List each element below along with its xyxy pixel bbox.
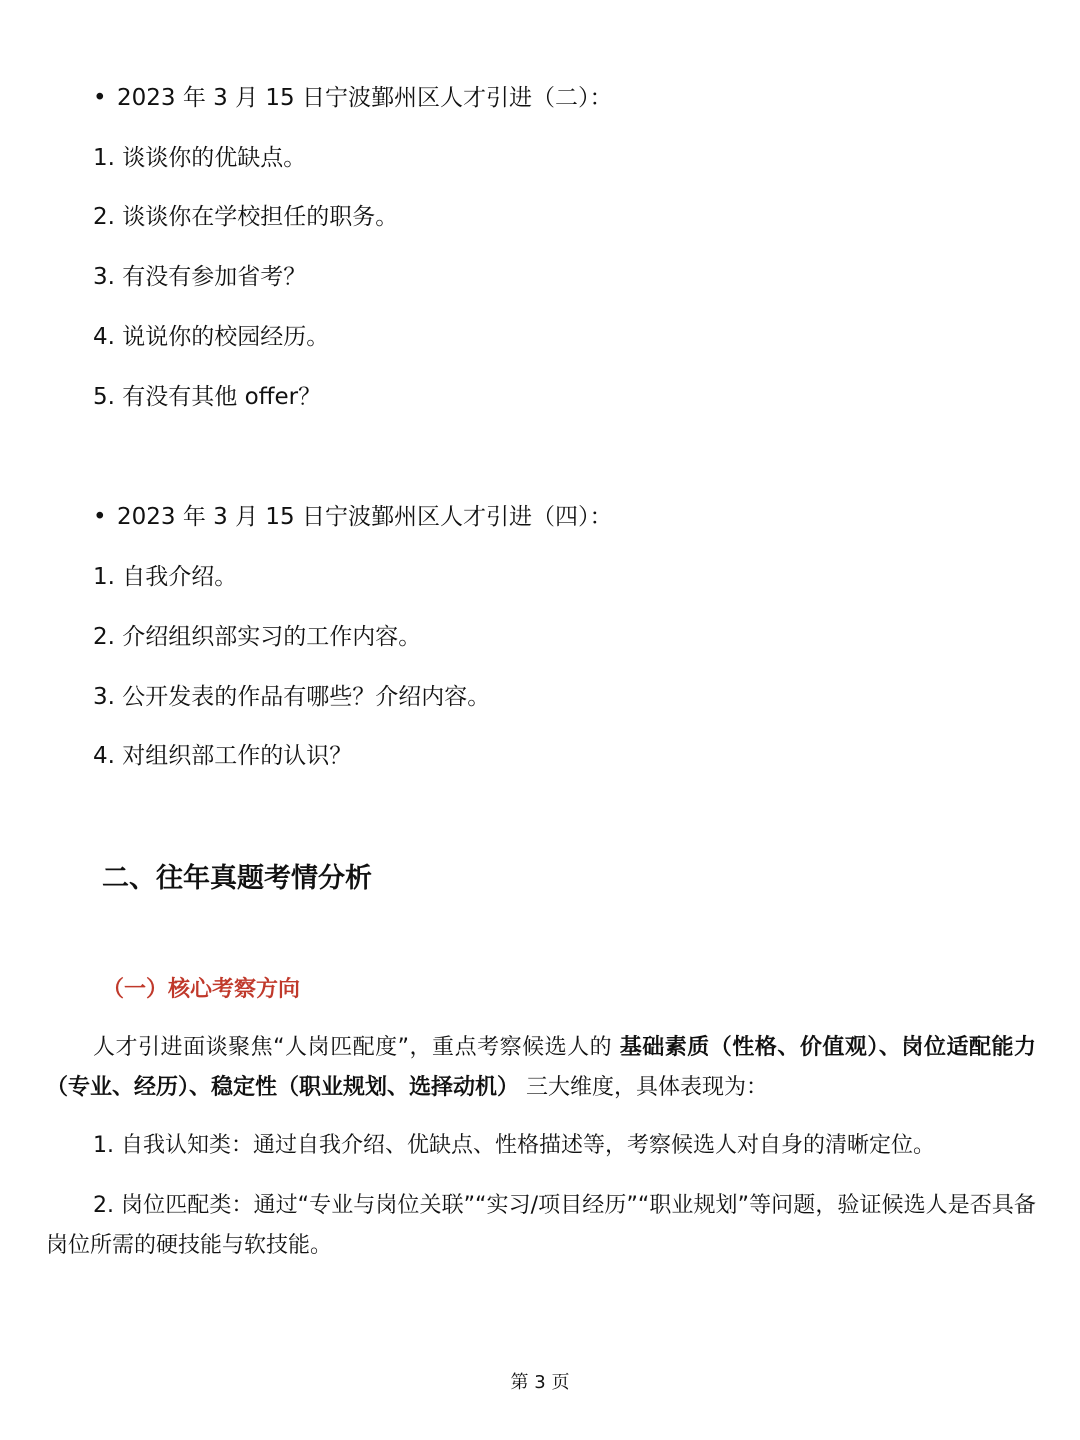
list-item: 2. 谈谈你在学校担任的职务。: [93, 204, 399, 230]
list-item: 5. 有没有其他 offer？: [93, 384, 322, 410]
list-item: 2. 介绍组织部实习的工作内容。: [93, 624, 422, 650]
list-item: 4. 对组织部工作的认识？: [93, 743, 353, 769]
list-item: 3. 有没有参加省考？: [93, 264, 307, 290]
section-b-header-text: 2023 年 3 月 15 日宁波鄞州区人才引进（四）：: [117, 504, 613, 530]
bullet-icon: •: [93, 85, 107, 111]
paragraph-text: 人才引进面谈聚焦“人岗匹配度”，重点考察候选人的: [93, 1035, 620, 1060]
list-item: 3. 公开发表的作品有哪些？介绍内容。: [93, 684, 491, 710]
list-item: 1. 自我介绍。: [93, 564, 238, 590]
paragraph-text: 三大维度，具体表现为：: [519, 1075, 769, 1100]
paragraph-emphasis: 基础素质（性格、价值观）、岗位适配能力（专业、经历）、稳定性（职业规划、选择动机）: [46, 1035, 1036, 1100]
section-a-header-text: 2023 年 3 月 15 日宁波鄞州区人才引进（二）：: [117, 85, 613, 111]
page-number: 第 3 页: [510, 1372, 570, 1393]
list-item: 1. 谈谈你的优缺点。: [93, 145, 307, 171]
bullet-icon: •: [93, 504, 107, 530]
section-a-header: [93, 83, 613, 113]
subsection-heading: （一）核心考察方向: [102, 977, 301, 1002]
section-b-header: [93, 502, 613, 532]
analysis-point: 1. 自我认知类：通过自我介绍、优缺点、性格描述等，考察候选人对自身的清晰定位。: [93, 1133, 935, 1158]
analysis-paragraph: [46, 1028, 1036, 1108]
section-heading: 二、往年真题考情分析: [102, 863, 372, 894]
analysis-point: 2. 岗位匹配类：通过“专业与岗位关联”“实习/项目经历”“职业规划”等问题，验证候选人是否具备岗位所需的硬技能与软技能。: [46, 1193, 1036, 1258]
list-item: 4. 说说你的校园经历。: [93, 324, 330, 350]
